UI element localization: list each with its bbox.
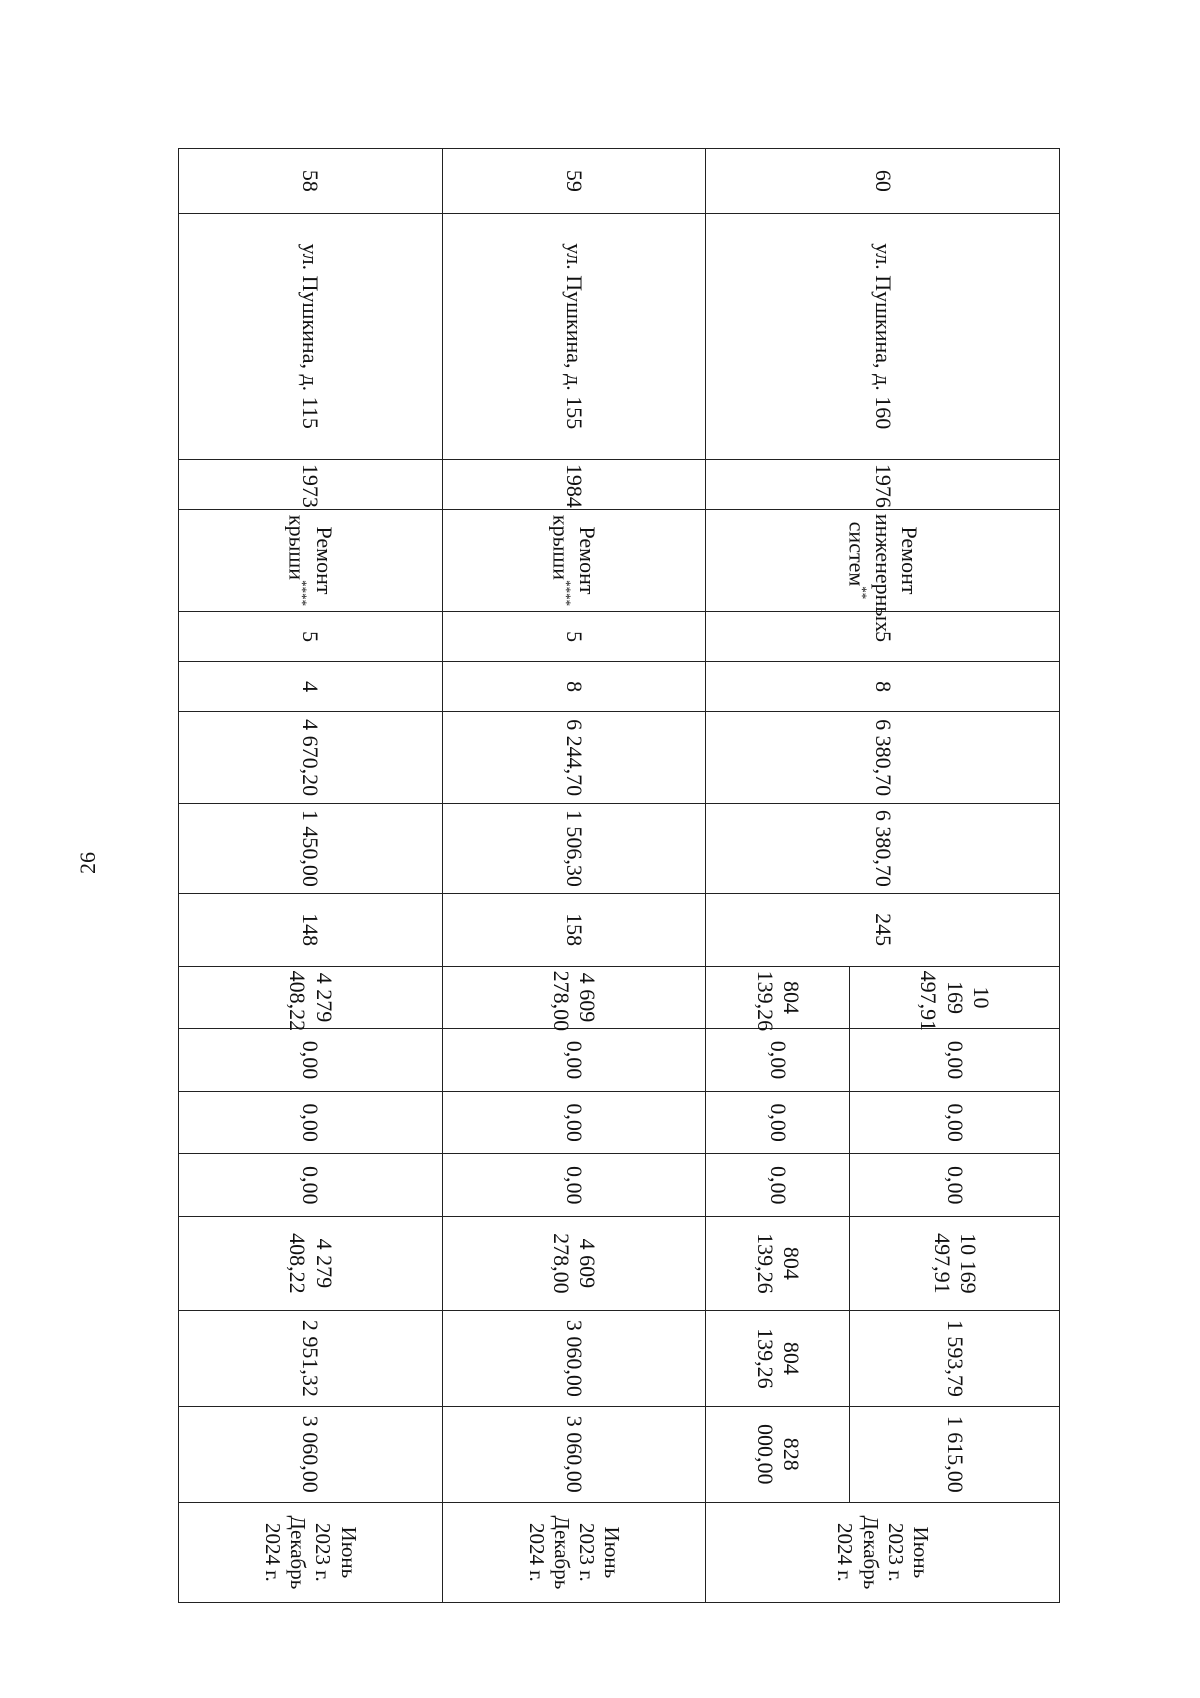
living-area-cell: 6 380,70 — [706, 803, 1060, 893]
year-cell: 1976 — [706, 459, 1060, 509]
residents-cell: 245 — [706, 893, 1060, 966]
year-cell: 1984 — [442, 459, 706, 509]
value-cell: 0,00 — [442, 1154, 706, 1217]
period-line: Декабрь 2024 г. — [833, 1515, 883, 1590]
value-cell: 0,00 — [442, 1091, 706, 1154]
page-number: 26 — [75, 852, 100, 874]
entrances-cell: 8 — [706, 662, 1060, 712]
value-cell: 0,00 — [179, 1154, 443, 1217]
value-cell: 1 593,79 — [850, 1310, 1060, 1406]
total-area-cell: 6 380,70 — [706, 712, 1060, 804]
address-cell: ул. Пушкина, д. 155 — [442, 213, 706, 459]
value-cell: 4 279 408,22 — [179, 1216, 443, 1310]
table-row — [850, 149, 1060, 1603]
floors-cell: 5 — [442, 612, 706, 662]
value-cell: 4 279 408,22 — [179, 966, 443, 1029]
value-cell: 828 000,00 — [706, 1406, 850, 1502]
period-line: Декабрь 2024 г. — [261, 1515, 311, 1590]
period-line: Июнь 2023 г. — [883, 1523, 933, 1582]
table-row — [442, 149, 706, 1603]
period-line: Декабрь 2024 г. — [524, 1515, 574, 1590]
row-number: 60 — [706, 149, 1060, 214]
value-cell: 0,00 — [179, 1029, 443, 1092]
value-cell: 1 615,00 — [850, 1406, 1060, 1502]
year-cell: 1973 — [179, 459, 443, 509]
value-cell: 2 951,32 — [179, 1310, 443, 1406]
value-cell: 4 609 278,00 — [442, 1216, 706, 1310]
value-cell: 0,00 — [706, 1091, 850, 1154]
value-cell: 0,00 — [850, 1091, 1060, 1154]
row-number: 59 — [442, 149, 706, 214]
value-cell: 0,00 — [442, 1029, 706, 1092]
value-cell: 3 060,00 — [179, 1406, 443, 1502]
value-cell: 0,00 — [706, 1154, 850, 1217]
table-row — [179, 149, 443, 1603]
value-cell: 804 139,26 — [706, 1216, 850, 1310]
value-cell: 3 060,00 — [442, 1310, 706, 1406]
work-type-cell: Ремонт крыши**** — [179, 509, 443, 611]
value-cell: 0,00 — [850, 1029, 1060, 1092]
value-cell: 0,00 — [706, 1029, 850, 1092]
period-cell — [706, 1502, 1060, 1602]
value-cell: 4 609 278,00 — [442, 966, 706, 1029]
value-cell: 10 169 497,91 — [850, 1216, 1060, 1310]
living-area-cell: 1 450,00 — [179, 803, 443, 893]
entrances-cell: 8 — [442, 662, 706, 712]
value-cell: 10 169 497,91 — [850, 966, 1060, 1029]
register-table — [178, 148, 1060, 1603]
value-cell: 804 139,26 — [706, 1310, 850, 1406]
period-cell — [179, 1502, 443, 1602]
residents-cell: 158 — [442, 893, 706, 966]
value-cell: 3 060,00 — [442, 1406, 706, 1502]
register-table-rotated — [178, 148, 1060, 1603]
work-type-cell: Ремонт крыши**** — [442, 509, 706, 611]
total-area-cell: 4 670,20 — [179, 712, 443, 804]
value-cell: 0,00 — [179, 1091, 443, 1154]
residents-cell: 148 — [179, 893, 443, 966]
work-type-cell: Ремонт инженерных систем** — [706, 509, 1060, 611]
floors-cell: 5 — [179, 612, 443, 662]
row-number: 58 — [179, 149, 443, 214]
floors-cell: 5 — [706, 612, 1060, 662]
period-line: Июнь 2023 г. — [311, 1523, 361, 1582]
value-cell: 0,00 — [850, 1154, 1060, 1217]
address-cell: ул. Пушкина, д. 115 — [179, 213, 443, 459]
period-line: Июнь 2023 г. — [575, 1523, 625, 1582]
address-cell: ул. Пушкина, д. 160 — [706, 213, 1060, 459]
living-area-cell: 1 506,30 — [442, 803, 706, 893]
period-cell — [442, 1502, 706, 1602]
value-cell: 804 139,26 — [706, 966, 850, 1029]
total-area-cell: 6 244,70 — [442, 712, 706, 804]
entrances-cell: 4 — [179, 662, 443, 712]
